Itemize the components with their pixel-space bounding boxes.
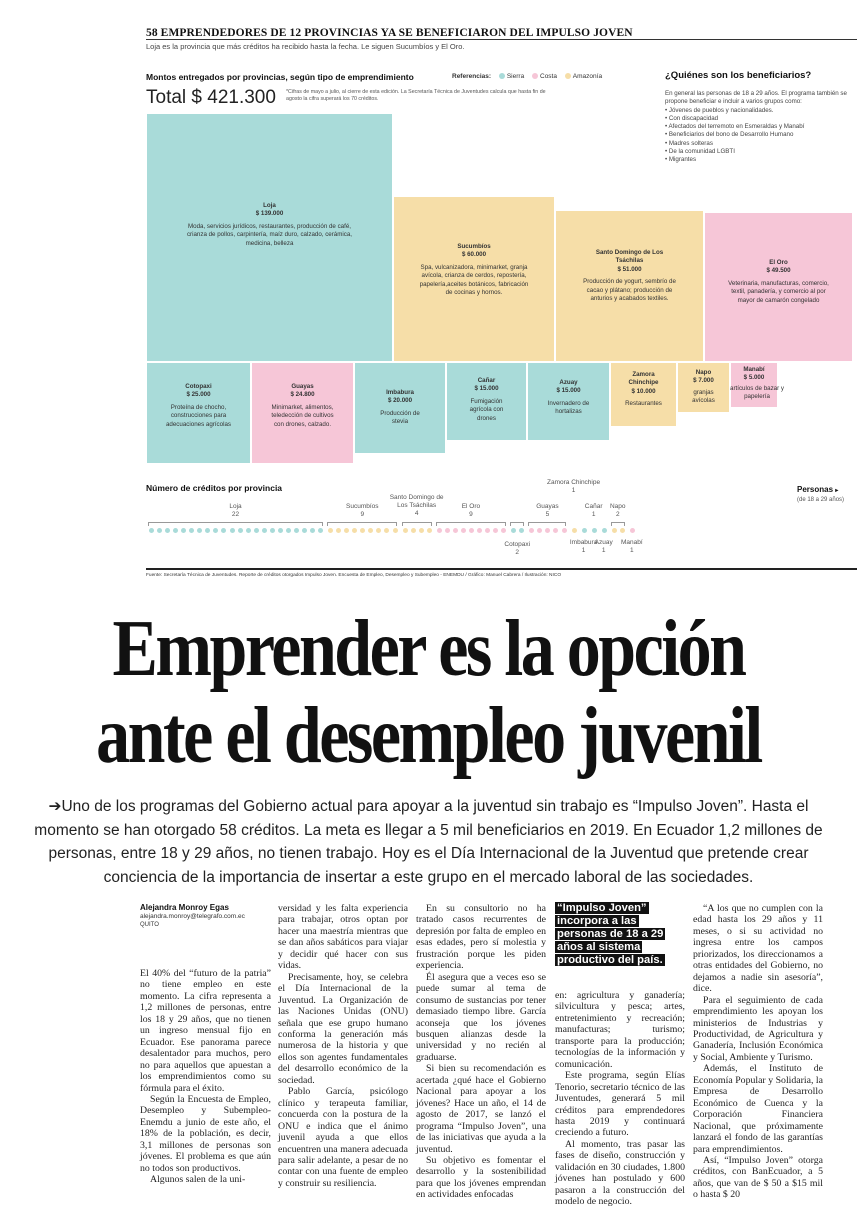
- credit-dot: [149, 528, 154, 533]
- credit-dot: [302, 528, 307, 533]
- credit-dot: [453, 528, 458, 533]
- paragraph: Según la Encuesta de Empleo, Desempleo y Subempleo-Enemdu a junio de este año, el 18% de la población, es decir, 3,1 millones de personas son jóvenes. El problema es que aún no todos son productivos.: [140, 1093, 271, 1174]
- legend: [452, 73, 602, 80]
- credit-dot: [411, 528, 416, 533]
- credit-label: Cañar 1: [584, 503, 603, 518]
- credit-dot: [384, 528, 389, 533]
- tile-napo: [677, 362, 730, 413]
- credits-title: Número de créditos por provincia: [146, 483, 283, 493]
- credit-dot: [278, 528, 283, 533]
- tile-value: $ 49.500: [766, 267, 791, 275]
- credit-dot: [221, 528, 226, 533]
- tile-name: Santo Domingo de Los Tsáchilas: [595, 249, 664, 265]
- tile-value: $ 25.000: [186, 391, 211, 399]
- tile-name: Manabí: [743, 366, 765, 373]
- credit-dot: [328, 528, 333, 533]
- credit-dot: [620, 528, 625, 533]
- group-bracket: [148, 522, 323, 526]
- beneficiaries-title: ¿Quiénes son los beneficiarios?: [665, 70, 812, 81]
- tile-value: $ 51.000: [617, 265, 642, 273]
- paragraph: Para el seguimiento de cada emprendimiento les apoyan los ministerios de Industrias y Productividad, de Agricultura y Ganadería, Inclusión Económica y Social, Ambiente y Turismo.: [693, 994, 823, 1063]
- tile-value: $ 15.000: [556, 387, 581, 395]
- credit-label: Santo Domingo de Los Tsáchilas 4: [389, 494, 444, 517]
- credit-dot: [511, 528, 516, 533]
- credit-dot: [582, 528, 587, 533]
- group-bracket: [436, 522, 506, 526]
- arrow-right-icon: ▸: [835, 488, 839, 494]
- beneficiaries-list: [665, 107, 850, 165]
- legend-label: Referencias:: [452, 73, 492, 80]
- column-3: [416, 903, 546, 1201]
- credit-label: Guayas 5: [536, 503, 559, 518]
- pull-quote: [555, 902, 683, 967]
- credit-label: Zamora Chinchipe 1: [546, 479, 601, 494]
- credit-dot: [485, 528, 490, 533]
- credit-dot: [336, 528, 341, 533]
- credit-dot: [360, 528, 365, 533]
- paragraph: Además, el Instituto de Economía Popular y Solidaria, la Empresa de Desarrollo Económico de Cuenca y la Corporación Financiera Nacional, que próximamente lanzará el fondo de las garantías para emprendimientos.: [693, 1063, 823, 1155]
- credit-dot: [572, 528, 577, 533]
- headline: [0, 604, 857, 779]
- beneficiary-item: • Madres solteras: [665, 140, 850, 148]
- tile-name: Cotopaxi: [185, 383, 212, 390]
- paragraph: “A los que no cumplen con la edad hasta los 29 años y 11 meses, o si su actividad no ingresa entre los campos priorizados, los direccionamos a otras entidades del Gobierno, no dejamos a nadie sin asesoría”, dice.: [693, 903, 823, 995]
- tile-name: Cañar: [477, 377, 496, 384]
- paragraph: En su consultorio no ha tratado casos recurrentes de depresión por falta de empleo en esas edades, pero sí molestia y frustración porque les piden experiencia.: [416, 903, 546, 972]
- credit-dot: [286, 528, 291, 533]
- credit-dot: [205, 528, 210, 533]
- credit-dot: [270, 528, 275, 533]
- tile-name: Loja: [263, 202, 276, 209]
- footer-rule: [146, 568, 857, 570]
- legend-swatch-costa: [532, 73, 538, 79]
- credit-dot: [545, 528, 550, 533]
- tile-desc: Producción de stevia: [380, 409, 420, 426]
- tile-value: $ 24.800: [290, 391, 315, 399]
- credit-dot: [519, 528, 524, 533]
- group-bracket: [510, 522, 524, 526]
- legend-costa: Costa: [540, 73, 557, 80]
- tile-desc: Veterinaria, manufacturas, comercio, textil, panadería, y comercio al por mayor de camarón congelado: [728, 279, 829, 304]
- tile-value: $ 15.000: [474, 385, 499, 393]
- tile-loja: [146, 113, 393, 362]
- credit-dot: [537, 528, 542, 533]
- credit-label: Azuay 1: [594, 539, 613, 554]
- author-location: QUITO: [140, 922, 159, 928]
- beneficiaries-box: [665, 90, 850, 165]
- credit-dot: [602, 528, 607, 533]
- tile-desc: Invernadero de hortalizas: [547, 399, 590, 416]
- headline-line-2: ante el desempleo juvenil: [96, 690, 761, 780]
- credit-dot: [238, 528, 243, 533]
- credit-dot: [445, 528, 450, 533]
- tile-value: $ 20.000: [387, 397, 413, 405]
- group-bracket: [402, 522, 432, 526]
- credit-dot: [165, 528, 170, 533]
- credit-dot: [197, 528, 202, 533]
- beneficiary-item: • Beneficiarios del bono de Desarrollo Humano: [665, 131, 850, 139]
- credit-dot: [403, 528, 408, 533]
- credit-dot: [469, 528, 474, 533]
- credit-dot: [612, 528, 617, 533]
- tile-el-oro: [704, 212, 853, 362]
- infographic-title: 58 EMPRENDEDORES DE 12 PROVINCIAS YA SE BENEFICIARON DEL IMPULSO JOVEN: [146, 27, 633, 39]
- paragraph: Su objetivo es fomentar el desarrollo y la sostenibilidad para que los jóvenes emprendan en actividades enfocadas: [416, 1154, 546, 1201]
- treemap-title: Montos entregados por provincias, según tipo de emprendimiento: [146, 72, 414, 82]
- source-line: Fuente: Secretaría Técnica de Juventudes. Reporte de créditos otorgados Impulso Joven. Encuesta de Empleo, Desempleo y Subempleo - ENEMDU / Gráfico: Manuel Cabrera / Ilustración: NICO: [146, 573, 562, 578]
- tile-imbabura: [354, 362, 446, 454]
- group-bracket: [528, 522, 566, 526]
- legend-amazonia: Amazonía: [572, 73, 603, 80]
- tile-desc: Moda, servicios jurídicos, restaurantes, producción de café, crianza de pollos, carpintería, maíz duro, calzado, cerámica, medicina, belleza: [186, 222, 353, 247]
- credit-dot: [376, 528, 381, 533]
- credit-dot: [310, 528, 315, 533]
- credit-dot: [230, 528, 235, 533]
- tile-name: El Oro: [769, 259, 788, 266]
- tile-value: $ 5.000: [743, 374, 765, 382]
- lead-paragraph: ➔Uno de los programas del Gobierno actual para apoyar a la juventud sin trabajo es “Impulso Joven”. Hasta el momento se han otorgado 58 créditos. La meta es llegar a 5 mil beneficiarios en 2019. En Ecuador 1,2 millones de personas, entre 18 y 29 años, no tienen trabajo. Hoy es el Día Internacional de la Juventud que pretende crear conciencia de la importancia de insertar a este grupo en el mercado laboral de las sociedades.: [34, 798, 823, 886]
- unit-label: [797, 485, 838, 494]
- credit-dot: [592, 528, 597, 533]
- credit-dot: [181, 528, 186, 533]
- group-bracket: [327, 522, 397, 526]
- credit-dot: [437, 528, 442, 533]
- paragraph: El 40% del “futuro de la patria” no tiene empleo en este momento. La cifra representa a 1,2 millones de personas, entre los 18 y 29 años, que no tienen un ingreso mensual fijo en Ecuador. Ese panorama parece desalentador para muchos, pero no para aquellos que apuestan a los emprendimientos como su fórmula para el éxito.: [140, 968, 271, 1094]
- column-2: [278, 903, 408, 1189]
- column-5: [693, 903, 823, 1201]
- beneficiary-item: • Con discapacidad: [665, 115, 850, 123]
- tile-value: $ 10.000: [631, 387, 656, 395]
- tile-name: Sucumbíos: [457, 243, 491, 250]
- credit-label: El Oro 9: [461, 503, 481, 518]
- beneficiary-item: • Afectados del terremoto en Esmeraldas y Manabí: [665, 123, 850, 131]
- column-4: [555, 990, 685, 1208]
- credit-label: Manabí 1: [621, 539, 643, 554]
- tile-desc: Minimarket, alimentos, teledección de cultivos con drones, calzado.: [271, 403, 334, 428]
- paragraph: en: agricultura y ganadería; silvicultura y pesca; artes, entretenimiento y recreación; manufacturas; turismo; transporte para la producción; tecnologías de la información y comunicación.: [555, 990, 685, 1070]
- credit-dot: [294, 528, 299, 533]
- tile-name: Azuay: [559, 379, 578, 386]
- credit-dot: [393, 528, 398, 533]
- tile-name: Zamora Chinchipe: [628, 371, 659, 387]
- paragraph: Así, “Impulso Joven” otorga créditos, con BanEcuador, a 5 años, que van de $ 50 a $15 mil o hasta $ 20: [693, 1154, 823, 1201]
- tile-value: $ 139.000: [255, 210, 284, 218]
- tile-desc: Spa, vulcanizadora, minimarket, granja avícola, crianza de cerdos, repostería, papelería,aceites botánicos, fabricación de cocinas y hornos.: [419, 263, 529, 297]
- paragraph: Él asegura que a veces eso se puede sumar al tema de consumo de sustancias por tener demasiado tiempo libre. García aconseja que los jóvenes busquen alianzas desde la universidad y no recién al graduarse.: [416, 971, 546, 1063]
- credit-dot: [173, 528, 178, 533]
- credit-dot: [461, 528, 466, 533]
- tile-value: $ 7.000: [693, 377, 714, 385]
- paragraph: versidad y les falta experiencia para trabajar, otros optan por hacer una maestría mientras que se dan años sabáticos para viajar y decidir qué hacer con sus vidas.: [278, 903, 408, 972]
- infographic-subtitle: Loja es la provincia que más créditos ha recibido hasta la fecha. Le siguen Sucumbíos y El Oro.: [146, 42, 465, 51]
- credit-dot: [419, 528, 424, 533]
- credit-dot: [352, 528, 357, 533]
- credit-dot: [246, 528, 251, 533]
- tile-desc: Fumigación agrícola con drones: [469, 397, 504, 422]
- credit-label: Loja 22: [229, 503, 242, 518]
- tile-value: $ 60.000: [461, 251, 487, 259]
- headline-line-1: Emprender es la opción: [112, 602, 745, 693]
- author-email: alejandra.monroy@telegrafo.com.ec: [140, 913, 245, 920]
- tile-guayas: [251, 362, 354, 464]
- tile-desc: artículos de bazar y papelería: [730, 384, 784, 401]
- legend-swatch-amazonia: [565, 73, 571, 79]
- credit-label: Napo 2: [609, 503, 626, 518]
- credit-dot: [427, 528, 432, 533]
- credit-dot: [477, 528, 482, 533]
- tile-sucumbios: [393, 196, 555, 362]
- total-amount: Total $ 421.300: [146, 87, 276, 108]
- beneficiary-item: • Migrantes: [665, 156, 850, 164]
- credit-dot: [344, 528, 349, 533]
- paragraph: Si bien su recomendación es acertada ¿qué hace el Gobierno Nacional para apoyar a los jóvenes? Hace un año, el 14 de agosto de 2017, se lanzó el programa “Impulso Joven”, una de las iniciativas que ayuda a la juventud.: [416, 1063, 546, 1155]
- tile-manabi: [730, 362, 784, 408]
- beneficiaries-intro: En general las personas de 18 a 29 años. El programa también se propone beneficiar e incluir a varios grupos como:: [665, 90, 847, 106]
- tile-desc: Proteína de chocho, construcciones para adecuaciones agrícolas: [165, 403, 231, 428]
- tile-desc: granjas avícolas: [692, 388, 715, 405]
- beneficiary-item: • De la comunidad LGBTI: [665, 148, 850, 156]
- beneficiary-item: • Jóvenes de pueblos y nacionalidades.: [665, 107, 850, 115]
- credit-dot: [213, 528, 218, 533]
- credit-label: Imbabura 1: [569, 539, 598, 554]
- credit-label: Sucumbíos 9: [346, 503, 379, 518]
- credit-dot: [254, 528, 259, 533]
- paragraph: Algunos salen de la uni-: [150, 1174, 246, 1186]
- unit-label-text: Personas: [797, 485, 834, 494]
- unit-sublabel: (de 18 a 29 años): [797, 497, 845, 503]
- legend-sierra: Sierra: [506, 73, 525, 80]
- tile-zamora: [610, 362, 677, 427]
- credit-dot: [501, 528, 506, 533]
- credit-dot: [262, 528, 267, 533]
- legend-swatch-sierra: [499, 73, 505, 79]
- pull-quote-text: “Impulso Joven” incorpora a las personas de 18 a 29 años al sistema productivo del país.: [557, 902, 664, 966]
- tile-azuay: [527, 362, 610, 441]
- tile-canar: [446, 362, 527, 441]
- paragraph: Al momento, tras pasar las fases de diseño, construcción y validación en 30 ciudades, 1.800 jóvenes han postulado y 600 pasaron a la construcción del modelo de negocio.: [555, 1138, 685, 1208]
- credit-dot: [529, 528, 534, 533]
- paragraph: Pablo García, psicólogo clínico y terapeuta familiar, concuerda con la postura de la ONU e indica que el ánimo juvenil ayuda a que ellos encuentren una manera adecuada para salir adelante, a pesar de no contar con una fuente de empleo y construir su resiliencia.: [278, 1086, 408, 1189]
- paragraph: Este programa, según Elías Tenorio, secretario técnico de las Juventudes, generará 5 mil créditos para emprendedores hasta 2019 y continuará creciendo a futuro.: [555, 1070, 685, 1139]
- header-rule: [146, 39, 857, 40]
- total-note: *Cifras de mayo a julio, al cierre de esta edición. La Secretaría Técnica de Juventudes calcula que hasta fin de agosto la cifra superará los 70 créditos.: [286, 89, 546, 102]
- paragraph: Precisamente, hoy, se celebra el Día Internacional de la Juventud. La Organización de las Naciones Unidas (ONU) señala que ese grupo humano conforma la generación más numerosa de la historia y que ellos son agentes fundamentales del desarrollo económico de la sociedad.: [278, 971, 408, 1086]
- credit-dot: [562, 528, 567, 533]
- column-1: [140, 968, 271, 1186]
- tile-name: Imbabura: [386, 389, 414, 396]
- credit-dot: [157, 528, 162, 533]
- credit-dot: [630, 528, 635, 533]
- group-bracket: [611, 522, 625, 526]
- tile-name: Guayas: [291, 383, 314, 390]
- tile-santo-domingo: [555, 210, 704, 362]
- author-name: Alejandra Monroy Egas: [140, 903, 229, 912]
- credit-dot: [493, 528, 498, 533]
- credit-dot: [368, 528, 373, 533]
- credit-dot: [189, 528, 194, 533]
- tile-desc: Producción de yogurt, sembrío de cacao y plátano; producción de anturios y acabados textiles.: [583, 278, 676, 303]
- tile-cotopaxi: [146, 362, 251, 464]
- credit-dot: [553, 528, 558, 533]
- tile-name: Napo: [695, 369, 712, 376]
- tile-desc: Restaurantes: [625, 400, 662, 408]
- credit-label: Cotopaxi 2: [504, 541, 531, 556]
- credit-dot: [318, 528, 323, 533]
